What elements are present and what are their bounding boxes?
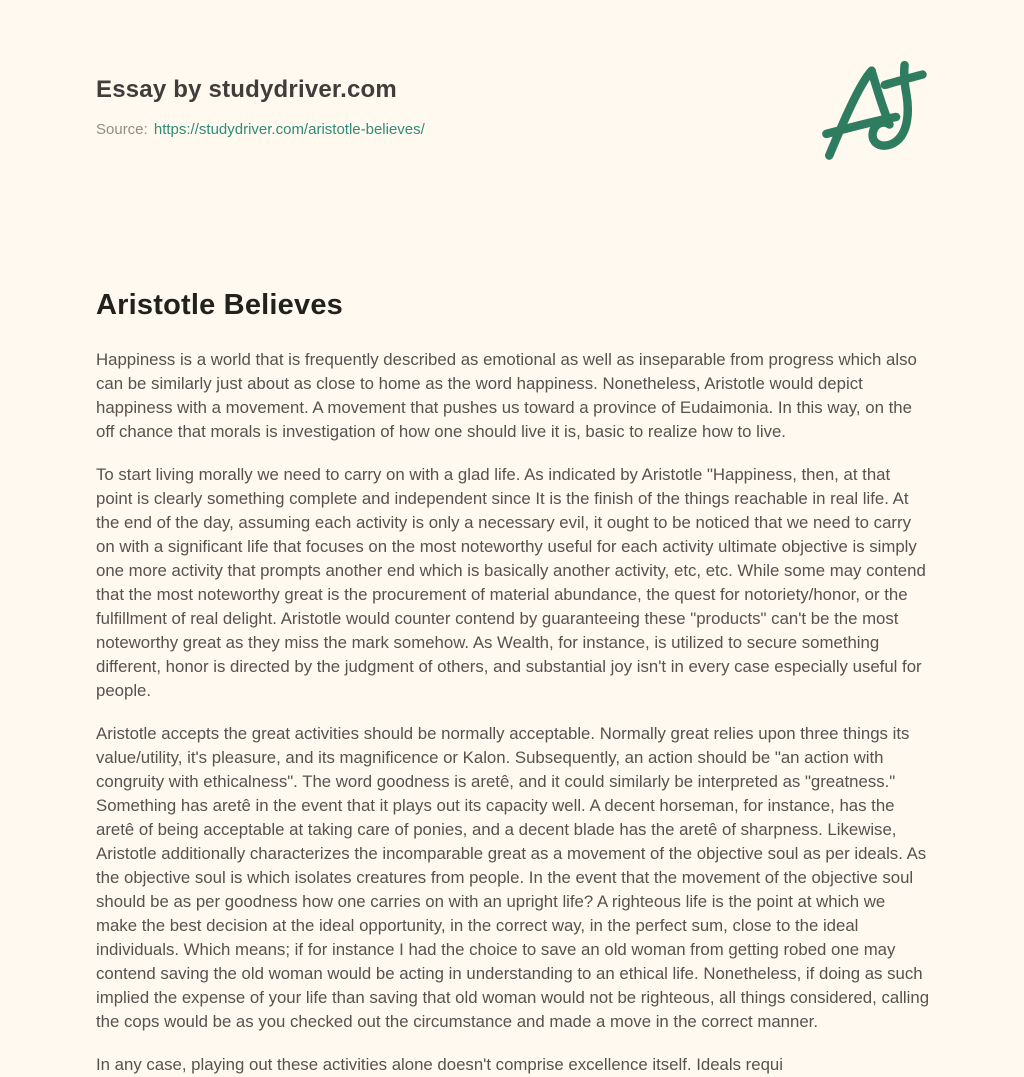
source-line	[96, 121, 425, 139]
essay-body	[96, 348, 930, 1077]
logo-strokes	[826, 65, 922, 155]
essay-paragraph-1: Happiness is a world that is frequently described as emotional as well as inseparable from progress which also can be similarly just about as close to home as the word happiness. Nonetheless, Aristotle would depict happiness with a movement. A movement that pushes us toward a province of Eudaimonia. In this way, on the off chance that morals is investigation of how one should live it is, basic to realize how to live.	[96, 350, 917, 441]
essay-title: Aristotle Believes	[96, 289, 343, 321]
essay-paragraph-4-truncated: In any case, playing out these activities alone doesn't comprise excellence itself. Ideals requi	[96, 1055, 783, 1074]
essay-paragraph-3: Aristotle accepts the great activities should be normally acceptable. Normally great relies upon three things its value/utility, it's pleasure, and its magnificence or Kalon. Subsequently, an action should be "an action with congruity with ethicalness". The word goodness is aretê, and it could similarly be interpreted as "greatness." Something has aretê in the event that it plays out its capacity well. A decent horseman, for instance, has the aretê of being acceptable at taking care of ponies, and a decent blade has the aretê of sharpness. Likewise, Aristotle additionally characterizes the incomparable great as a movement of the objective soul as per ideals. As the objective soul is which isolates creatures from people. In the event that the movement of the objective soul should be as per goodness how one carries on with an upright life? A righteous life is the point at which we make the best decision at the ideal opportunity, in the correct way, in the perfect sum, close to the ideal individuals. Which means; if for instance I had the choice to save an old woman from getting robed one may contend saving the old woman would be acting in understanding to an ethical life. Nonetheless, if doing as such implied the expense of your life than saving that old woman would not be righteous, all things considered, calling the cops would be as you checked out the circumstance and made a move in the correct manner.	[96, 724, 930, 1031]
document-title: Essay by studydriver.com	[96, 76, 397, 103]
source-label: Source:	[96, 121, 148, 138]
source-link[interactable]: https://studydriver.com/aristotle-believes/	[153, 121, 425, 138]
header-text-block	[96, 58, 425, 139]
studydriver-a-plus-logo-icon	[817, 58, 930, 174]
page-header	[96, 58, 930, 174]
essay-paragraph-2: To start living morally we need to carry on with a glad life. As indicated by Aristotle "Happiness, then, at that point is clearly something complete and independent since It is the finish of the things reachable in real life. At the end of the day, assuming each activity is only a necessary evil, it ought to be noticed that we need to carry on with a significant life that focuses on the most noteworthy useful for each activity ultimate objective is simply one more activity that prompts another end which is basically another activity, etc, etc. While some may contend that the most noteworthy great is the procurement of material abundance, the quest for notoriety/honor, or the fulfillment of real delight. Aristotle would counter contend by guaranteeing these "products" can't be the most noteworthy great as they miss the mark somehow. As Wealth, for instance, is utilized to secure something different, honor is directed by the judgment of others, and substantial joy isn't in every case especially useful for people.	[96, 465, 926, 700]
